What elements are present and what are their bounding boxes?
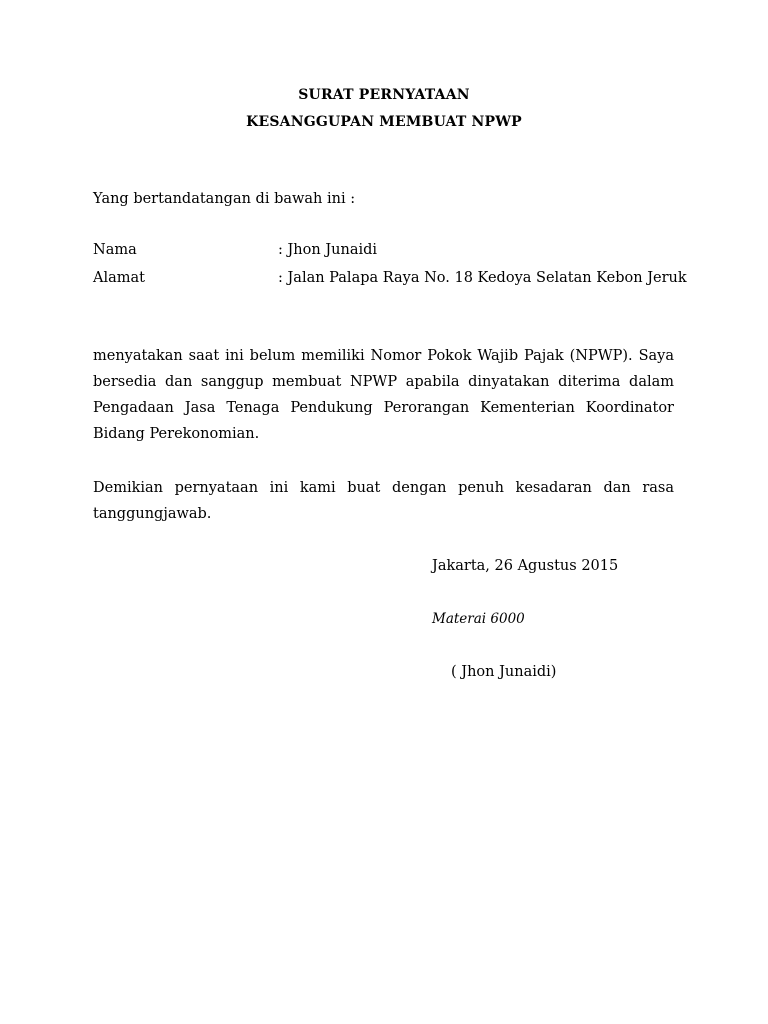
document-title: SURAT PERNYATAAN (298, 87, 470, 103)
signer-name: ( Jhon Junaidi) (451, 664, 557, 680)
statement-paragraph: menyatakan saat ini belum memiliki Nomor Pokok Wajib Pajak (NPWP). Saya bersedia dan sanggup membuat NPWP apabila dinyatakan diterima dalam Pengadaan Jasa Tenaga Pendukung Perorangan Kementerian Koordinator Bidang Perekonomian. (93, 348, 674, 442)
place-date: Jakarta, 26 Agustus 2015 (432, 558, 619, 574)
address-label: Alamat (93, 270, 145, 286)
document-subtitle: KESANGGUPAN MEMBUAT NPWP (246, 114, 522, 130)
closing-paragraph: Demikian pernyataan ini kami buat dengan penuh kesadaran dan rasa tanggungjawab. (93, 480, 674, 522)
intro-text: Yang bertandatangan di bawah ini : (93, 191, 356, 207)
name-value: : Jhon Junaidi (278, 242, 378, 258)
stamp-note: Materai 6000 (432, 611, 525, 627)
name-label: Nama (93, 242, 137, 258)
address-value: : Jalan Palapa Raya No. 18 Kedoya Selatan Kebon Jeruk (278, 270, 687, 286)
